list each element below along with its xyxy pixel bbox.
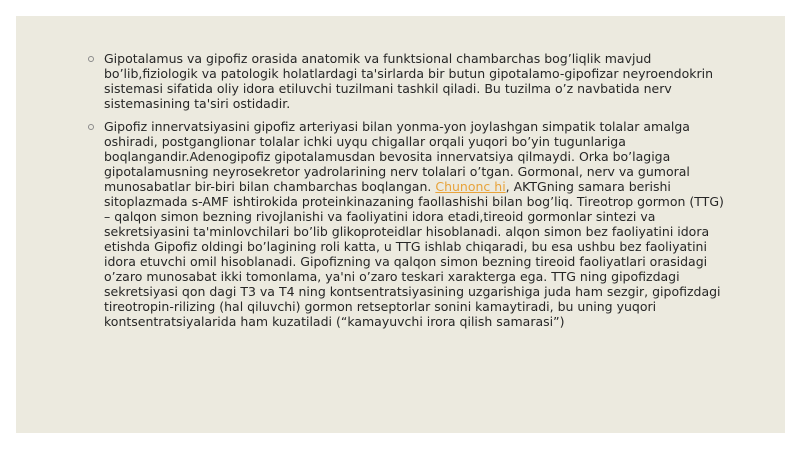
slide bbox=[16, 16, 785, 433]
hyperlink-chunonchi[interactable]: Chunonc hi bbox=[435, 179, 506, 194]
slide-content bbox=[88, 51, 728, 337]
bullet-item-2 bbox=[88, 119, 728, 329]
bullet-text-before-link: Gipofiz innervatsiyasini gipofiz arteriyasi bilan yonma-yon joylashgan simpatik tolalar amalga oshiradi, postganglionar tolalar ichki uyqu chigallar orqali yuqori bo’yin tugunlariga boqlangandir.Adenogipofiz gipotalamusdan bevosita innervatsiya qilmaydi. Orka bo’lagiga gipotalamusning neyrosekretor yadrolarining nerv tolalari o’tgan. Gormonal, nerv va gumoral munosabatlar bir-biri bilan chambarchas boqlangan. bbox=[104, 119, 690, 194]
bullet-item-1 bbox=[88, 51, 728, 111]
bullet-circle-icon bbox=[88, 124, 94, 130]
bullet-circle-icon bbox=[88, 56, 94, 62]
bullet-text: Gipotalamus va gipofiz orasida anatomik va funktsional chambarchas bog’liqlik mavjud bo’lib,fiziologik va patologik holatlardagi ta'sirlarda bir butun gipotalamo-gipofizar neyroendokrin sistemasi sifatida oliy idora etiluvchi tuzilmani tashkil qiladi. Bu tuzilma o’z navbatida nerv sistemasining ta'siri ostidadir. bbox=[104, 51, 714, 111]
bullet-text-after-link: , AKTGning samara berishi sitoplazmada s-AMF ishtirokida proteinkinazaning faollashishi bilan bog’liq. Tireotrop gormon (TTG) – qalqon simon bezning rivojlanishi va faoliyatini idora etadi,tireoid gormonlar sintezi va sekretsiyasini ta'minlovchilari bo’lib glikoproteidlar hisoblanadi. alqon simon bez faoliyatini idora etishda Gipofiz oldingi bo’lagining roli katta, u TTG ishlab chiqaradi, bu esa ushbu bez faoliyatini idora etuvchi omil hisoblanadi. Gipofizning va qalqon simon bezning tireoid faoliyatlari orasidagi o’zaro munosabat ikki tomonlama, ya'ni o’zaro teskari xarakterga ega. TTG ning gipofizdagi sekretsiyasi qon dagi T3 va T4 ning kontsentratsiyasining uzgarishiga juda ham sezgir, gipofizdagi tireotropin-rilizing (hal qiluvchi) gormon retseptorlar sonini kamaytiradi, bu uning yuqori kontsentratsiyalarida ham kuzatiladi (“kamayuvchi irora qilish samarasi”) bbox=[104, 179, 724, 329]
